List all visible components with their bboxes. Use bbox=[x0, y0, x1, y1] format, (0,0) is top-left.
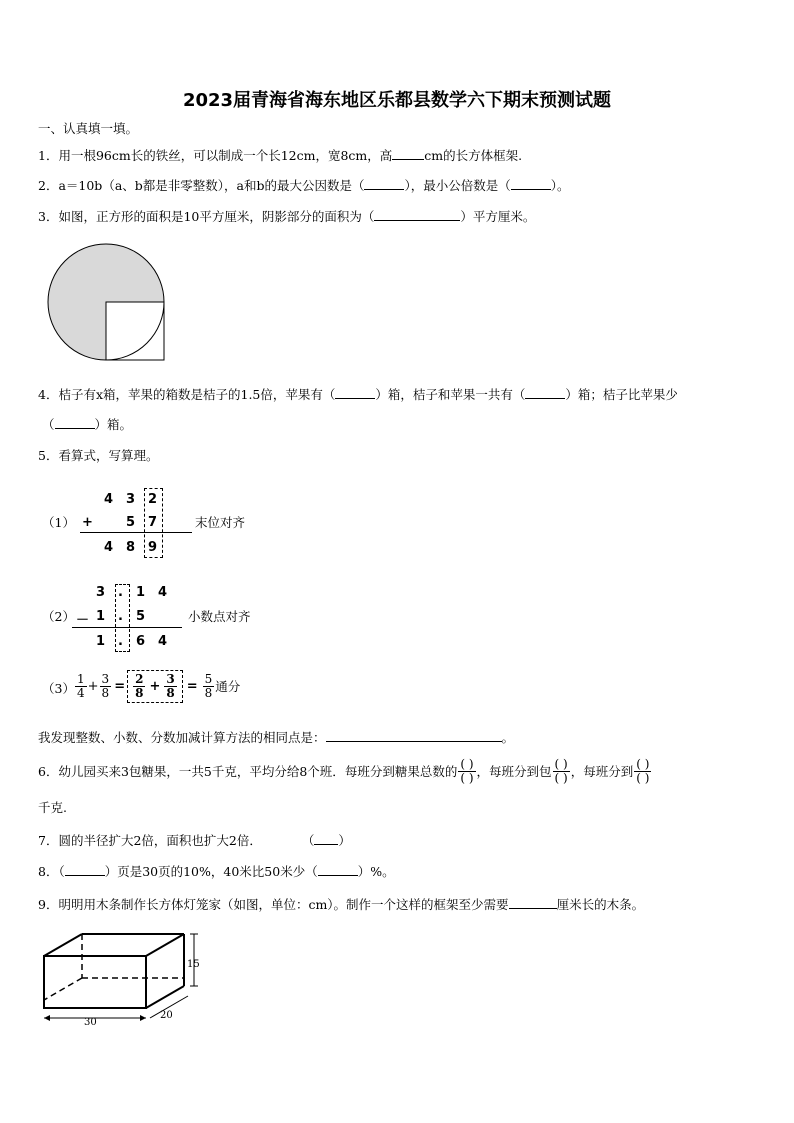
q9-text-pre: 9．明明用木条制作长方体灯笼家（如图，单位：cm）。制作一个这样的框架至少需要 bbox=[38, 897, 509, 912]
cuboid-figure bbox=[36, 928, 216, 1028]
q7-paren-left: （ bbox=[301, 833, 315, 848]
fraction: $\frac{5}{8}$ bbox=[204, 672, 213, 700]
sum-line bbox=[80, 532, 192, 533]
q2-gcd-blank[interactable] bbox=[364, 177, 404, 190]
question-1 bbox=[38, 147, 522, 164]
q4-text-a: 4．桔子有x箱，苹果的箱数是桔子的1.5倍，苹果有（ bbox=[38, 387, 336, 402]
digit: 4 bbox=[158, 634, 168, 649]
fraction: $\frac{3}{8}$ bbox=[166, 672, 175, 700]
q4-text-d: （ bbox=[42, 417, 55, 432]
fraction: $\frac{3}{8}$ bbox=[101, 672, 110, 700]
q4-text-b: ）箱，桔子和苹果一共有（ bbox=[375, 387, 526, 402]
question-4-line-1 bbox=[38, 386, 678, 403]
digit: 3 bbox=[126, 492, 136, 507]
q5-part3-note: 通分 bbox=[215, 678, 241, 694]
digit: 4 bbox=[104, 492, 114, 507]
discover-text: 我发现整数、小数、分数加减计算方法的相同点是： bbox=[38, 730, 326, 745]
q6-fraction-blank-1[interactable]: $\frac{( )}{( )}$ bbox=[460, 757, 474, 785]
question-5: 5．看算式，写算理。 bbox=[38, 448, 159, 463]
equals-sign: = bbox=[186, 679, 198, 694]
discover-answer-blank[interactable] bbox=[326, 729, 502, 742]
q7-paren-right: ） bbox=[338, 833, 351, 848]
q9-answer-blank[interactable] bbox=[509, 896, 557, 909]
q8-pages-blank[interactable] bbox=[65, 863, 105, 876]
digit: 3 bbox=[96, 585, 106, 600]
digit: 6 bbox=[136, 634, 146, 649]
digit: 4 bbox=[158, 585, 168, 600]
discover-question bbox=[38, 729, 514, 746]
q1-text-pre: 1．用一根96cm长的铁丝，可以制成一个长12cm，宽8cm，高 bbox=[38, 148, 393, 163]
alignment-dashed-box bbox=[144, 488, 163, 558]
q8-percent-blank[interactable] bbox=[318, 863, 358, 876]
q8-text-b: ）页是30页的10%，40米比50米少（ bbox=[104, 864, 318, 879]
q1-text-post: cm的长方体框架. bbox=[424, 148, 523, 163]
q5-part1-note: 末位对齐 bbox=[195, 515, 246, 530]
fraction: $\frac{2}{8}$ bbox=[135, 672, 144, 700]
q5-part1-label: （1） bbox=[42, 515, 75, 530]
fraction: $\frac{1}{4}$ bbox=[77, 672, 85, 700]
question-9 bbox=[38, 896, 644, 913]
q4-text-c: ）箱；桔子比苹果少 bbox=[565, 387, 678, 402]
plus-sign: + bbox=[82, 515, 93, 530]
q5-part3-label: （3） bbox=[42, 681, 75, 696]
alignment-dashed-box bbox=[115, 584, 130, 652]
q3-text-post: ）平方厘米。 bbox=[460, 209, 536, 224]
q4-apples-blank[interactable] bbox=[335, 386, 375, 399]
q7-answer-blank[interactable] bbox=[314, 832, 338, 845]
q9-text-post: 厘米长的木条。 bbox=[556, 897, 645, 912]
width-label: 20 bbox=[160, 1010, 173, 1021]
q2-text-pre: 2．a＝10b（a、b都是非零整数），a和b的最大公因数是（ bbox=[38, 178, 365, 193]
question-8 bbox=[38, 863, 395, 880]
q6-fraction-blank-2[interactable]: $\frac{( )}{( )}$ bbox=[554, 757, 568, 785]
q5-part2-note: 小数点对齐 bbox=[188, 609, 251, 624]
decimal-point: . bbox=[118, 634, 123, 649]
q4-diff-blank[interactable] bbox=[55, 416, 95, 429]
question-3 bbox=[38, 208, 535, 225]
digit: 9 bbox=[148, 540, 158, 555]
digit: 4 bbox=[104, 540, 114, 555]
plus-sign: + bbox=[87, 679, 99, 694]
digit: 1 bbox=[96, 609, 106, 624]
digit: 8 bbox=[126, 540, 136, 555]
q3-text-pre: 3．如图，正方形的面积是10平方厘米，阴影部分的面积为（ bbox=[38, 209, 375, 224]
digit: 1 bbox=[136, 585, 146, 600]
equals-sign: = bbox=[114, 679, 126, 694]
question-4-line-2 bbox=[42, 416, 132, 433]
q2-text-mid: ），最小公倍数是（ bbox=[404, 178, 511, 193]
q6-text-a: 6．幼儿园买来3包糖果，一共5千克，平均分给8个班．每班分到糖果总数的 bbox=[38, 763, 458, 779]
plus-sign: + bbox=[149, 679, 161, 694]
common-denominator-dashed-box bbox=[127, 670, 183, 703]
section-heading: 一、认真填一填。 bbox=[38, 121, 139, 136]
decimal-point: . bbox=[118, 585, 123, 600]
discover-text-post: 。 bbox=[501, 730, 515, 745]
q6-fraction-blank-3[interactable]: $\frac{( )}{( )}$ bbox=[636, 757, 650, 785]
q3-answer-blank[interactable] bbox=[374, 208, 460, 221]
fraction-equation bbox=[74, 670, 240, 703]
q2-lcm-blank[interactable] bbox=[511, 177, 551, 190]
height-label: 15 bbox=[187, 959, 200, 970]
q6-text-b: ，每班分到包 bbox=[476, 763, 552, 779]
q2-text-post: ）。 bbox=[550, 178, 570, 193]
digit: 5 bbox=[126, 515, 136, 530]
q4-text-e: ）箱。 bbox=[94, 417, 133, 432]
question-6-unit: 千克. bbox=[38, 800, 67, 815]
q7-text: 7．圆的半径扩大2倍，面积也扩大2倍． bbox=[38, 833, 262, 848]
question-2 bbox=[38, 177, 570, 194]
q6-text-c: ，每班分到 bbox=[570, 763, 634, 779]
q5-part2-label: （2） bbox=[42, 609, 75, 624]
q8-text-c: ）%。 bbox=[357, 864, 395, 879]
page-title: 2023届青海省海东地区乐都县数学六下期末预测试题 bbox=[182, 90, 612, 111]
length-label: 30 bbox=[84, 1017, 97, 1028]
circle-square-figure bbox=[44, 242, 168, 366]
question-6 bbox=[38, 758, 652, 785]
digit: 2 bbox=[148, 492, 158, 507]
digit: 7 bbox=[148, 515, 158, 530]
digit: 5 bbox=[136, 609, 146, 624]
question-7 bbox=[38, 832, 351, 849]
q4-total-blank[interactable] bbox=[525, 386, 565, 399]
q1-answer-blank[interactable] bbox=[392, 147, 424, 160]
q8-text-a: 8．（ bbox=[38, 864, 65, 879]
digit: 1 bbox=[96, 634, 106, 649]
decimal-point: . bbox=[118, 609, 123, 624]
minus-sign: － bbox=[76, 613, 90, 628]
